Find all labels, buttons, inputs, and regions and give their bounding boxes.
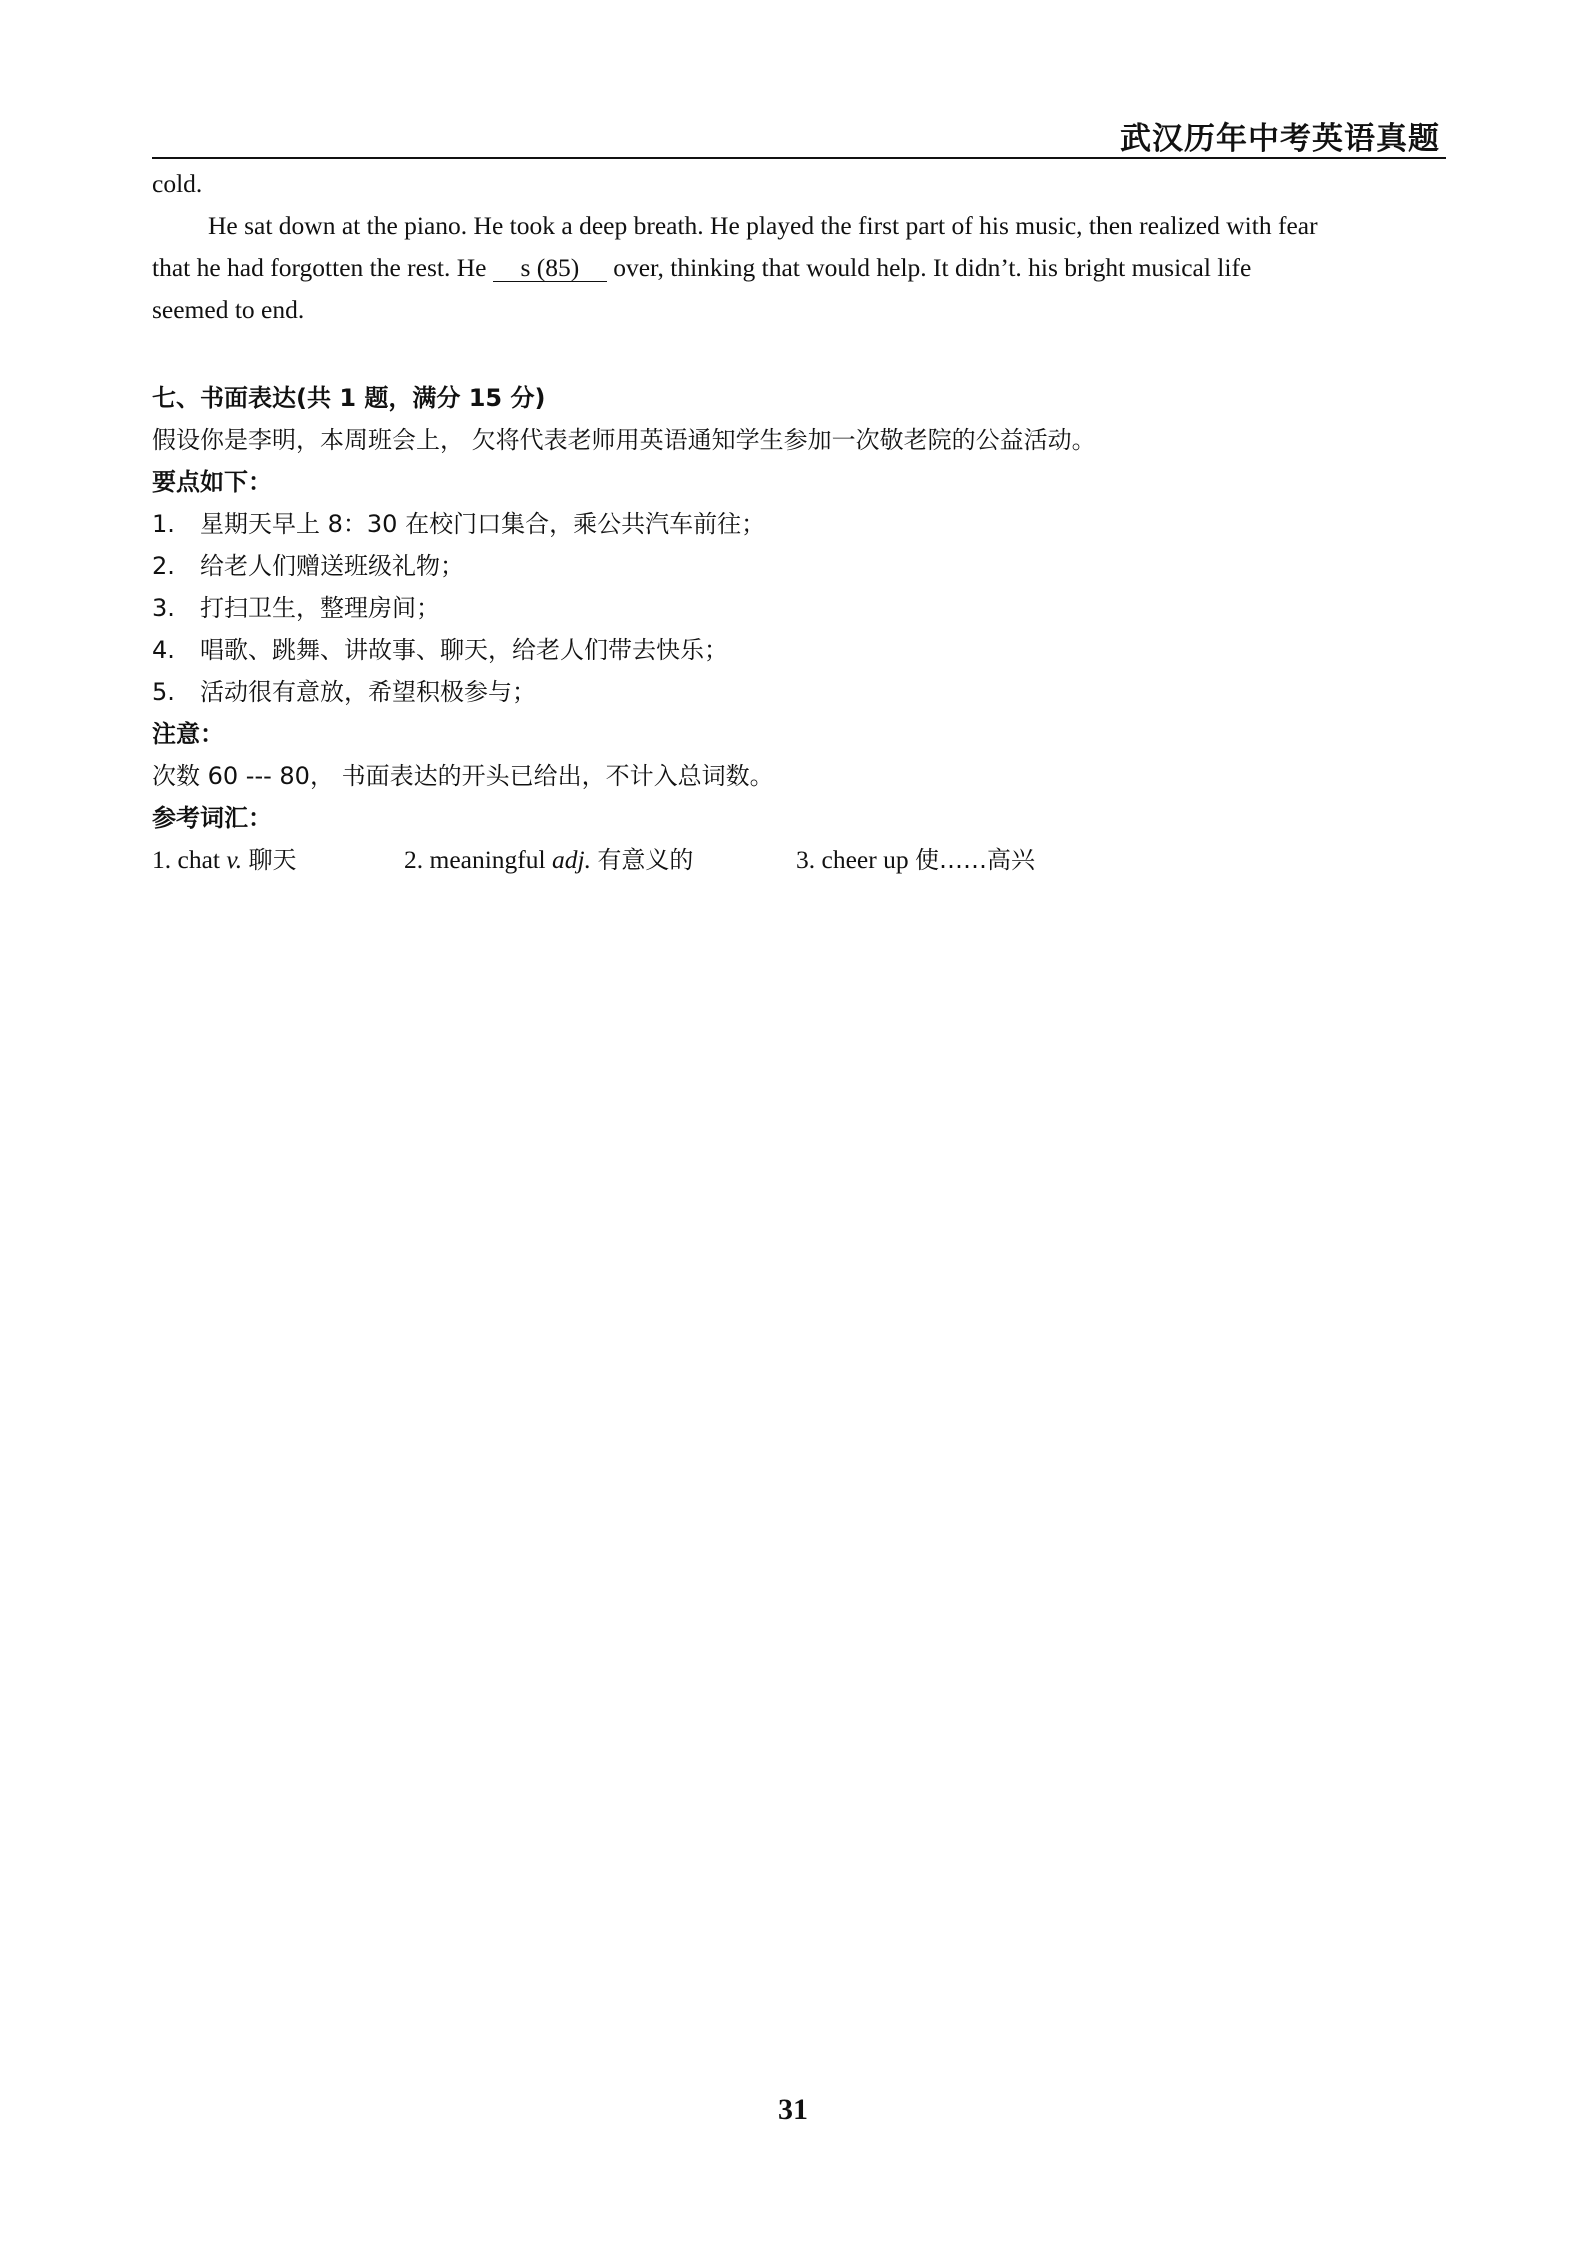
list-item-text: 星期天早上 8：30 在校门口集合，乘公共汽车前往； bbox=[200, 510, 766, 538]
note-text: 次数 60 --- 80， 书面表达的开头已给出，不计入总词数。 bbox=[152, 762, 774, 790]
list-item-number: 3. bbox=[152, 594, 175, 622]
list-item-number: 5. bbox=[152, 678, 175, 706]
header-rule bbox=[152, 157, 1446, 159]
passage-line-4: seemed to end. bbox=[152, 295, 305, 324]
vocab-item bbox=[404, 839, 796, 881]
running-header-title: 武汉历年中考英语真题 bbox=[1120, 121, 1440, 157]
vocab-item bbox=[796, 839, 1035, 881]
section-prompt: 假设你是李明，本周班会上， 欠将代表老师用英语通知学生参加一次敬老院的公益活动。 bbox=[152, 426, 1096, 454]
list-item-text: 唱歌、跳舞、讲故事、聊天，给老人们带去快乐； bbox=[200, 636, 728, 664]
vocab-number: 3. bbox=[796, 845, 816, 874]
list-item-number: 1. bbox=[152, 510, 175, 538]
passage-line-1: cold. bbox=[152, 169, 203, 198]
vocab-pos: adj. bbox=[552, 845, 591, 874]
list-item bbox=[152, 587, 1452, 629]
list-item bbox=[152, 503, 1452, 545]
passage-line-2: He sat down at the piano. He took a deep breath. He played the first part of his music, then realized with fear bbox=[208, 211, 1318, 240]
vocab-pos: v. bbox=[226, 845, 243, 874]
passage-line-3-end: over, thinking that would help. It didn’t. his bright musical life bbox=[606, 253, 1252, 282]
list-item bbox=[152, 545, 1452, 587]
page-number: 31 bbox=[778, 2093, 808, 2126]
fill-in-blank-85: s (85) bbox=[493, 255, 607, 282]
passage-line-3-start: that he had forgotten the rest. He bbox=[152, 253, 493, 282]
vocab-heading: 参考词汇： bbox=[152, 804, 272, 832]
vocab-meaning: 聊天 bbox=[248, 846, 297, 874]
passage-line-3 bbox=[152, 247, 1452, 289]
vocab-meaning: 有意义的 bbox=[597, 846, 694, 874]
note-heading: 注意： bbox=[152, 720, 224, 748]
vocab-number: 2. bbox=[404, 845, 424, 874]
vocab-number: 1. bbox=[152, 845, 172, 874]
page-content bbox=[152, 163, 1452, 881]
list-item bbox=[152, 671, 1452, 713]
vocab-meaning: 使……高兴 bbox=[914, 846, 1035, 874]
vocab-word: meaningful bbox=[429, 845, 546, 874]
vocab-item bbox=[152, 839, 404, 881]
vocab-row bbox=[152, 839, 1452, 881]
list-item-text: 打扫卫生，整理房间； bbox=[200, 594, 440, 622]
list-item-text: 活动很有意放，希望积极参与； bbox=[200, 678, 536, 706]
vocab-word: cheer up bbox=[821, 845, 909, 874]
vocab-word: chat bbox=[177, 845, 220, 874]
list-item-number: 4. bbox=[152, 636, 175, 664]
points-heading: 要点如下： bbox=[152, 468, 272, 496]
section-title: 七、书面表达(共 1 题，满分 15 分) bbox=[152, 384, 546, 412]
list-item-text: 给老人们赠送班级礼物； bbox=[200, 552, 464, 580]
list-item bbox=[152, 629, 1452, 671]
list-item-number: 2. bbox=[152, 552, 175, 580]
